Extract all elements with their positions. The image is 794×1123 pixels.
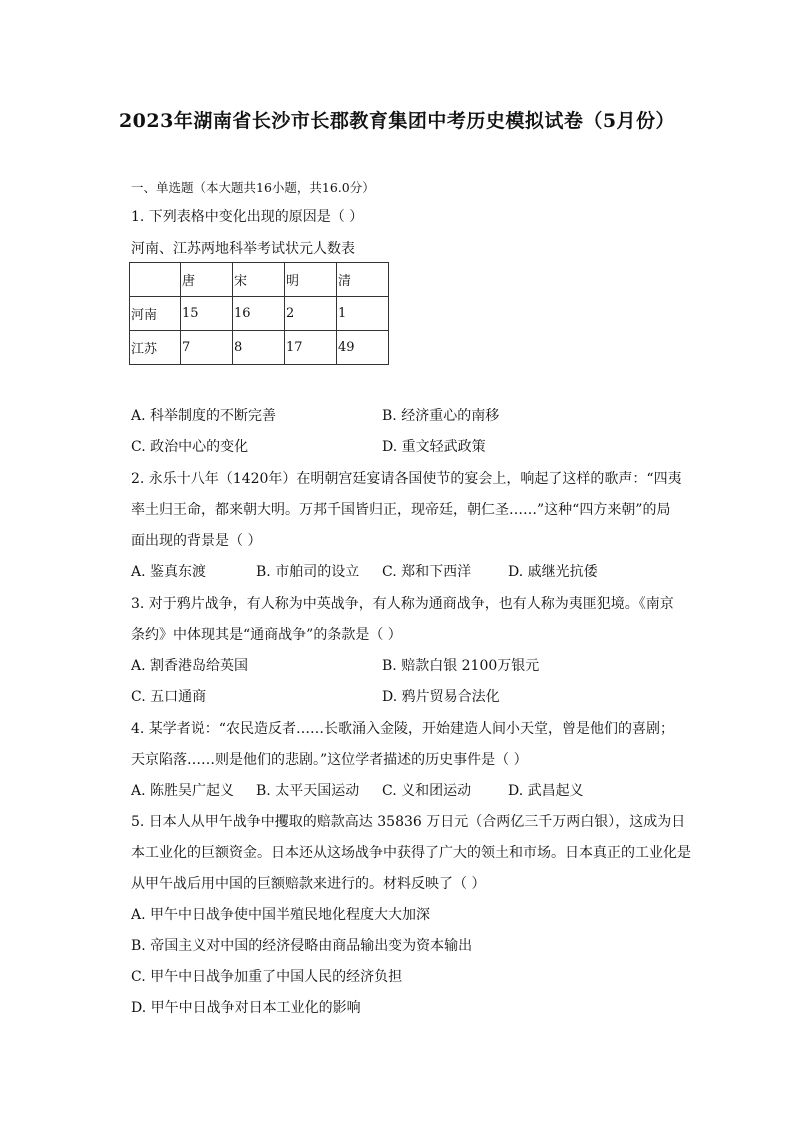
table-header-row	[130, 263, 389, 297]
q3-line-1: 3. 对于鸦片战争，有人称为中英战争，有人称为通商战争，也有人称为夷匪犯境。《南京	[131, 596, 674, 612]
table-cell: 1	[337, 297, 389, 331]
q3-option-a: A. 割香港岛给英国	[131, 658, 249, 674]
q4-line-2: 天京陷落……则是他们的悲剧。”这位学者描述的历史事件是（ ）	[131, 752, 528, 768]
table-cell: 2	[285, 297, 337, 331]
table-cell: 16	[233, 297, 285, 331]
table-cell: 宋	[233, 263, 285, 297]
q1-stem: 1. 下列表格中变化出现的原因是（ ）	[131, 209, 364, 225]
table-row	[130, 297, 389, 331]
table-cell: 7	[181, 331, 233, 365]
table-cell: 河南	[130, 297, 181, 331]
table-cell	[130, 263, 181, 297]
q4-option-b: B. 太平天国运动	[256, 783, 360, 799]
table-row	[130, 331, 389, 365]
q5-option-b: B. 帝国主义对中国的经济侵略由商品输出变为资本输出	[131, 938, 473, 954]
table-cell: 49	[337, 331, 389, 365]
q1-option-d: D. 重文轻武政策	[382, 439, 486, 455]
q2-option-a: A. 鉴真东渡	[131, 564, 207, 580]
page-title: 2023年湖南省长沙市长郡教育集团中考历史模拟试卷（5月份）	[118, 110, 676, 132]
q5-option-a: A. 甲午中日战争使中国半殖民地化程度大大加深	[131, 907, 431, 923]
q1-option-c: C. 政治中心的变化	[131, 439, 249, 455]
q1-table-caption: 河南、江苏两地科举考试状元人数表	[131, 241, 355, 257]
q4-option-d: D. 武昌起义	[508, 783, 584, 799]
q5-line-3: 从甲午战后用中国的巨额赔款来进行的。材料反映了（ ）	[131, 876, 486, 892]
table-cell: 江苏	[130, 331, 181, 365]
q5-line-1: 5. 日本人从甲午战争中攫取的赔款高达 35836 万日元（合两亿三千万两白银），这成为日	[131, 814, 686, 830]
q2-line-2: 率土归王命，都来朝大明。万邦千国皆归正，现帝廷，朝仁圣……”这种“四方来朝”的局	[131, 502, 671, 518]
table-cell: 唐	[181, 263, 233, 297]
section-heading: 一、单选题（本大题共16小题，共16.0分）	[131, 180, 375, 195]
q3-line-2: 条约》中体现其是“通商战争”的条款是（ ）	[131, 627, 402, 643]
q1-option-b: B. 经济重心的南移	[382, 408, 500, 424]
table-cell: 15	[181, 297, 233, 331]
q3-option-b: B. 赔款白银 2100万银元	[382, 658, 540, 674]
q1-table	[129, 262, 389, 365]
table-cell: 清	[337, 263, 389, 297]
q5-line-2: 本工业化的巨额资金。日本还从这场战争中获得了广大的领土和市场。日本真正的工业化是	[131, 845, 691, 861]
table-cell: 17	[285, 331, 337, 365]
table-cell: 8	[233, 331, 285, 365]
q4-option-c: C. 义和团运动	[382, 783, 472, 799]
q2-line-3: 面出现的背景是（ ）	[131, 533, 262, 549]
table-cell: 明	[285, 263, 337, 297]
q1-option-a: A. 科举制度的不断完善	[131, 408, 277, 424]
q5-option-d: D. 甲午中日战争对日本工业化的影响	[131, 1000, 361, 1016]
q2-option-b: B. 市舶司的设立	[256, 564, 360, 580]
q2-line-1: 2. 永乐十八年（1420年）在明朝宫廷宴请各国使节的宴会上，响起了这样的歌声：“四夷	[131, 471, 682, 487]
q2-option-c: C. 郑和下西洋	[382, 564, 472, 580]
q3-option-c: C. 五口通商	[131, 689, 207, 705]
q4-option-a: A. 陈胜吴广起义	[131, 783, 235, 799]
q3-option-d: D. 鸦片贸易合法化	[382, 689, 500, 705]
q2-option-d: D. 戚继光抗倭	[508, 564, 598, 580]
q4-line-1: 4. 某学者说：“农民造反者……长歌涌入金陵，开始建造人间小天堂，曾是他们的喜剧；	[131, 721, 674, 737]
q5-option-c: C. 甲午中日战争加重了中国人民的经济负担	[131, 969, 403, 985]
